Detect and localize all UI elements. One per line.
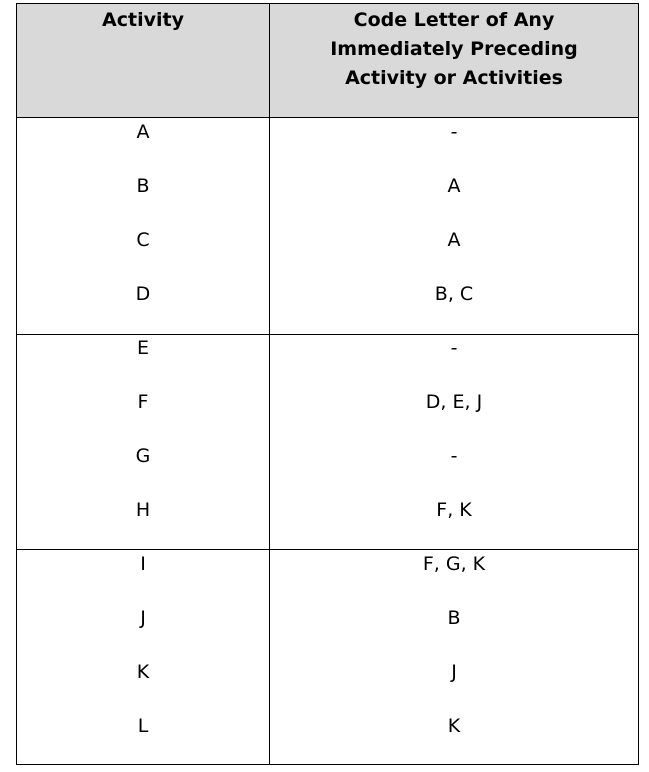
cell-preceding: - xyxy=(450,337,458,359)
table-header xyxy=(17,4,638,118)
group-divider xyxy=(17,549,638,550)
cell-activity: F xyxy=(137,391,149,413)
column-divider xyxy=(269,4,270,764)
cell-preceding: D, E, J xyxy=(425,391,483,413)
cell-activity: K xyxy=(136,661,150,683)
header-activity-line: Activity xyxy=(102,9,184,31)
precedence-table xyxy=(16,3,639,765)
cell-activity: D xyxy=(135,283,151,305)
cell-activity: B xyxy=(136,175,150,197)
cell-preceding: B, C xyxy=(434,283,474,305)
cell-preceding: - xyxy=(450,121,458,143)
cell-activity: J xyxy=(140,607,146,629)
header-preceding-line: Code Letter of Any xyxy=(353,9,555,31)
cell-activity: E xyxy=(136,337,149,359)
cell-preceding: A xyxy=(447,229,461,251)
group-divider xyxy=(17,334,638,335)
cell-preceding: A xyxy=(447,175,461,197)
header-preceding-line: Immediately Preceding xyxy=(330,38,578,60)
cell-activity: A xyxy=(136,121,150,143)
cell-activity: G xyxy=(135,445,151,467)
cell-activity: I xyxy=(140,553,146,575)
cell-activity: H xyxy=(135,499,151,521)
cell-preceding: B xyxy=(447,607,461,629)
cell-preceding: F, K xyxy=(436,499,472,521)
header-preceding-line: Activity or Activities xyxy=(345,67,563,89)
cell-preceding: K xyxy=(447,715,461,737)
header-preceding xyxy=(270,6,638,93)
cell-activity: C xyxy=(136,229,150,251)
cell-preceding: - xyxy=(450,445,458,467)
header-activity xyxy=(17,6,269,35)
cell-activity: L xyxy=(137,715,149,737)
cell-preceding: J xyxy=(451,661,457,683)
cell-preceding: F, G, K xyxy=(422,553,486,575)
